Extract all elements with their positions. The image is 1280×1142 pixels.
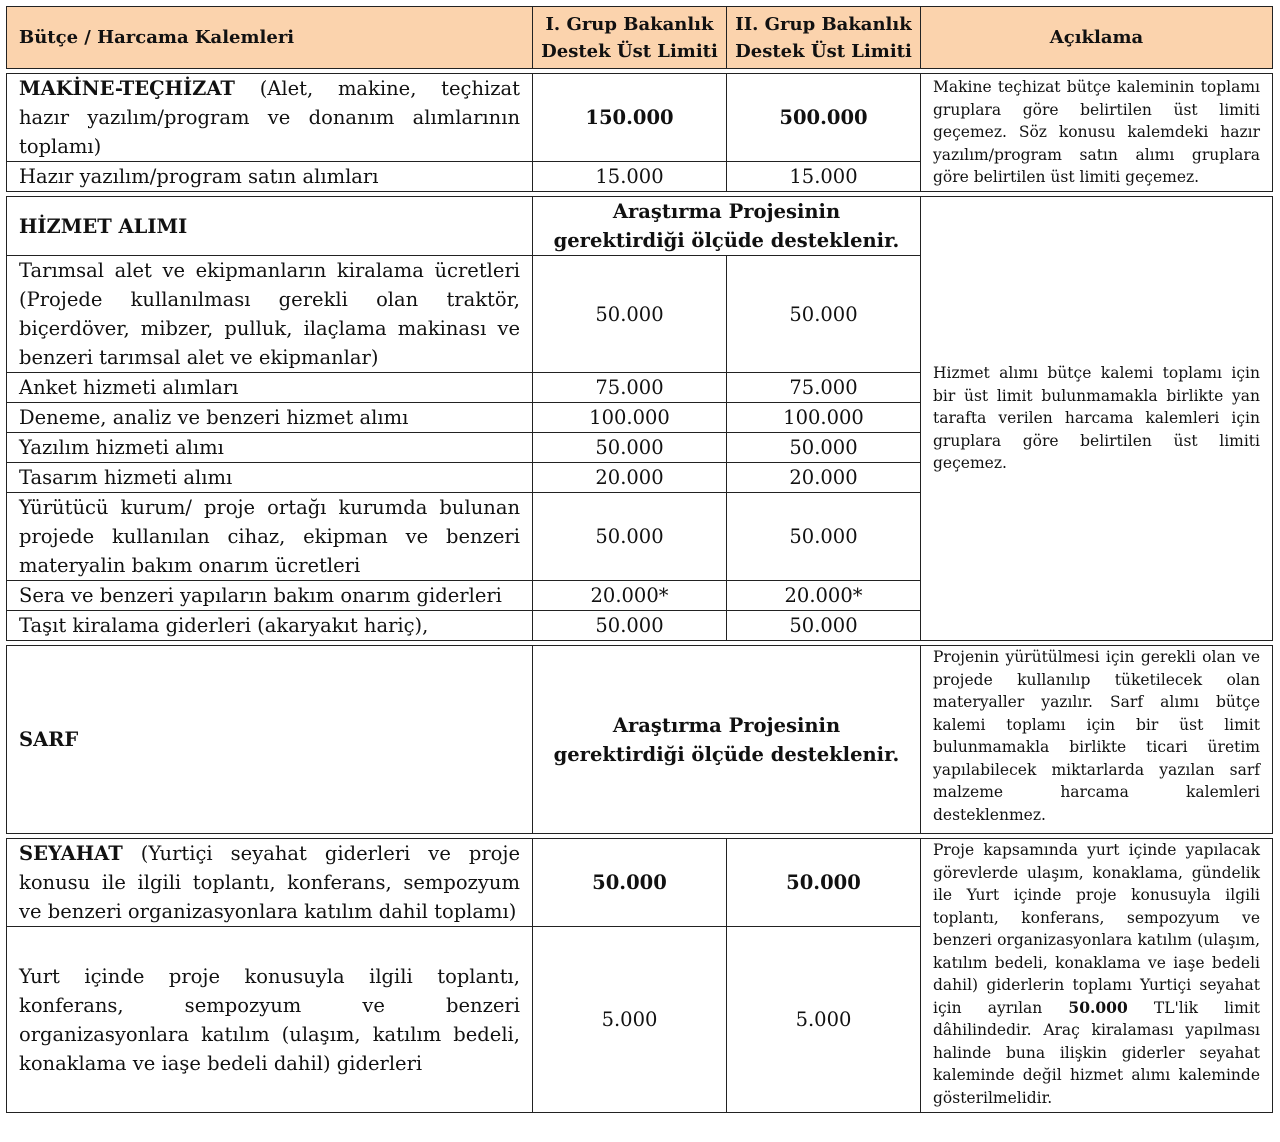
row-group1-limit: 50.000 bbox=[533, 493, 727, 581]
row-group2-limit: 50.000 bbox=[727, 433, 921, 463]
sarf-section-row bbox=[7, 646, 1273, 834]
sarf-title-cell bbox=[7, 646, 533, 834]
makine-title-cell bbox=[7, 74, 533, 162]
header-group1 bbox=[533, 7, 727, 69]
row-item: Deneme, analiz ve benzeri hizmet alımı bbox=[7, 403, 533, 433]
row-group1-limit: 15.000 bbox=[533, 162, 727, 192]
row-group1-limit: 100.000 bbox=[533, 403, 727, 433]
seyahat-explanation bbox=[921, 839, 1273, 1113]
header-group2 bbox=[727, 7, 921, 69]
header-group2-line2: Destek Üst Limiti bbox=[735, 40, 912, 62]
makine-explanation: Makine teçhizat bütçe kaleminin toplamı gruplara göre belirtilen üst limiti geçemez. Söz konusu kalemdeki hazır yazılım/program satın alımı gruplara göre belirtilen üst limiti geçemez. bbox=[921, 74, 1273, 192]
hizmet-merged-note: Araştırma Projesinin gerektirdiği ölçüde desteklenir. bbox=[533, 197, 921, 256]
header-explanation: Açıklama bbox=[921, 7, 1273, 69]
makine-group1-limit: 150.000 bbox=[533, 74, 727, 162]
row-group2-limit: 100.000 bbox=[727, 403, 921, 433]
row-group1-limit: 50.000 bbox=[533, 433, 727, 463]
seyahat-explanation-bold: 50.000 bbox=[1068, 997, 1128, 1017]
header-budget-items: Bütçe / Harcama Kalemleri bbox=[7, 7, 533, 69]
seyahat-explanation-part2: TL'lik limit dâhilindedir. Araç kiralaması yapılması halinde buna ilişkin giderler seyahat kaleminde değil hizmet alımı kaleminde gösterilmelidir. bbox=[933, 998, 1260, 1107]
row-item: Taşıt kiralama giderleri (akaryakıt hariç), bbox=[7, 611, 533, 641]
row-item: Yurt içinde proje konusuyla ilgili toplantı, konferans, sempozyum ve benzeri organizasyonlara katılım (ulaşım, katılım bedeli, konaklama ve iaşe bedeli dahil) giderleri bbox=[7, 927, 533, 1113]
budget-table bbox=[6, 6, 1273, 1113]
sarf-explanation: Projenin yürütülmesi için gerekli olan ve projede kullanılıp tüketilecek olan materyaller yazılır. Sarf alımı bütçe kalemi toplamı için bir üst limit bulunmamakla birlikte ticari üretim yapılabilecek miktarlarda yazılan sarf malzeme harcama kalemleri desteklenmez. bbox=[921, 646, 1273, 834]
header-group1-line1: I. Grup Bakanlık bbox=[545, 13, 714, 35]
row-item: Yazılım hizmeti alımı bbox=[7, 433, 533, 463]
sarf-title: SARF bbox=[19, 728, 79, 751]
header-group2-line1: II. Grup Bakanlık bbox=[735, 13, 912, 35]
row-group2-limit: 20.000 bbox=[727, 463, 921, 493]
makine-desc: (Alet, makine, teçhizat hazır yazılım/program ve donanım alımlarının toplamı) bbox=[19, 77, 520, 158]
seyahat-explanation-part1: Proje kapsamında yurt içinde yapılacak görevlerde ulaşım, konaklama, gündelik ile Yurt içinde proje konusuyla ilgili toplantı, konferans, sempozyum ve benzeri organizasyonlara katılım (ulaşım, katılım bedeli, konaklama ve iaşe bedeli dahil) giderlerin toplamı Yurtiçi seyahat için ayrılan bbox=[933, 841, 1260, 1017]
seyahat-desc: (Yurtiçi seyahat giderleri ve proje konusu ile ilgili toplantı, konferans, sempozyum ve benzeri organizasyonlara katılım dahil toplamı) bbox=[19, 842, 520, 923]
row-item: Yürütücü kurum/ proje ortağı kurumda bulunan projede kullanılan cihaz, ekipman ve benzeri materyalin bakım onarım ücretleri bbox=[7, 493, 533, 581]
seyahat-title-cell bbox=[7, 839, 533, 927]
row-group2-limit: 50.000 bbox=[727, 256, 921, 373]
hizmet-explanation: Hizmet alımı bütçe kalemi toplamı için bir üst limit bulunmamakla birlikte yan tarafta verilen harcama kalemleri için gruplara göre belirtilen üst limiti geçemez. bbox=[921, 197, 1273, 641]
hizmet-section-row bbox=[7, 197, 1273, 256]
row-group1-limit: 20.000* bbox=[533, 581, 727, 611]
row-group2-limit: 50.000 bbox=[727, 611, 921, 641]
row-group1-limit: 5.000 bbox=[533, 927, 727, 1113]
row-item: Tarımsal alet ve ekipmanların kiralama ücretleri (Projede kullanılması gerekli olan traktör, biçerdöver, mibzer, pulluk, ilaçlama makinası ve benzeri tarımsal alet ve ekipmanlar) bbox=[7, 256, 533, 373]
header-group1-line2: Destek Üst Limiti bbox=[541, 40, 718, 62]
row-item: Anket hizmeti alımları bbox=[7, 373, 533, 403]
row-group1-limit: 50.000 bbox=[533, 256, 727, 373]
row-group1-limit: 20.000 bbox=[533, 463, 727, 493]
row-item: Hazır yazılım/program satın alımları bbox=[7, 162, 533, 192]
makine-section-row bbox=[7, 74, 1273, 162]
hizmet-title: HİZMET ALIMI bbox=[19, 214, 188, 238]
row-group2-limit: 5.000 bbox=[727, 927, 921, 1113]
row-group2-limit: 50.000 bbox=[727, 493, 921, 581]
seyahat-group2-limit: 50.000 bbox=[727, 839, 921, 927]
row-item: Sera ve benzeri yapıların bakım onarım giderleri bbox=[7, 581, 533, 611]
seyahat-title: SEYAHAT bbox=[19, 842, 123, 865]
row-group2-limit: 20.000* bbox=[727, 581, 921, 611]
sarf-merged-note: Araştırma Projesinin gerektirdiği ölçüde desteklenir. bbox=[533, 646, 921, 834]
row-item: Tasarım hizmeti alımı bbox=[7, 463, 533, 493]
header-row bbox=[7, 7, 1273, 69]
makine-group2-limit: 500.000 bbox=[727, 74, 921, 162]
seyahat-group1-limit: 50.000 bbox=[533, 839, 727, 927]
makine-title: MAKİNE-TEÇHİZAT bbox=[19, 77, 235, 100]
row-group1-limit: 75.000 bbox=[533, 373, 727, 403]
row-group2-limit: 15.000 bbox=[727, 162, 921, 192]
seyahat-section-row bbox=[7, 839, 1273, 927]
hizmet-title-cell bbox=[7, 197, 533, 256]
row-group1-limit: 50.000 bbox=[533, 611, 727, 641]
row-group2-limit: 75.000 bbox=[727, 373, 921, 403]
